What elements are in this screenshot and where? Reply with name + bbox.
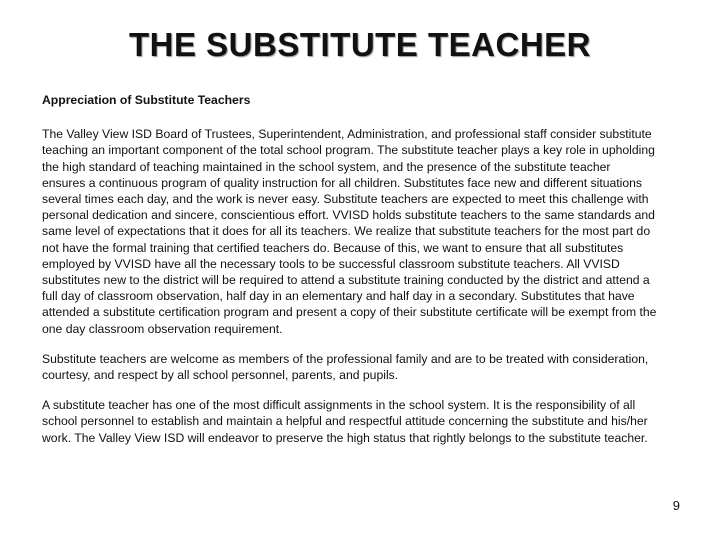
document-body <box>42 92 657 460</box>
page-number: 9 <box>672 498 680 513</box>
paragraph-2: Substitute teachers are welcome as members of the professional family and are to be treated with consideration, courtesy, and respect by all school personnel, parents, and pupils. <box>42 351 649 383</box>
page-title: THE SUBSTITUTE TEACHER <box>128 26 591 63</box>
section-heading: Appreciation of Substitute Teachers <box>42 93 251 107</box>
paragraph-1: The Valley View ISD Board of Trustees, Superintendent, Administration, and professional staff consider substitute teaching an important component of the total school program. The substitute teacher plays a key role in upholding the high standard of teaching maintained in the school system, and the presence of the substitute teacher ensures a continuous program of quality instruction for all children. Substitutes face new and different situations several times each day, and the work is never easy. Substitute teachers are expected to meet this challenge with personal dedication and sincere, conscientious effort. VVISD holds substitute teachers to the same standards and same level of expectations that it does for all its teachers. We realize that substitute teachers for the most part do not have the formal training that certified teachers do. Because of this, we want to ensure that all substitutes employed by VVISD have all the necessary tools to be successful classroom substitute teachers. All VVISD substitutes new to the district will be required to attend a substitute training conducted by the district and attend a full day of classroom observation, half day in an elementary and half day in a secondary. Substitutes that have attended a substitute certification program and present a copy of their substitute certificate will be exempt from the one day classroom observation requirement. <box>42 127 657 336</box>
paragraph-3: A substitute teacher has one of the most difficult assignments in the school system. It is the responsibility of all school personnel to establish and maintain a helpful and respectful attitude concerning the substitute and his/her work. The Valley View ISD will endeavor to preserve the high status that rightly belongs to the substitute teacher. <box>42 398 648 445</box>
